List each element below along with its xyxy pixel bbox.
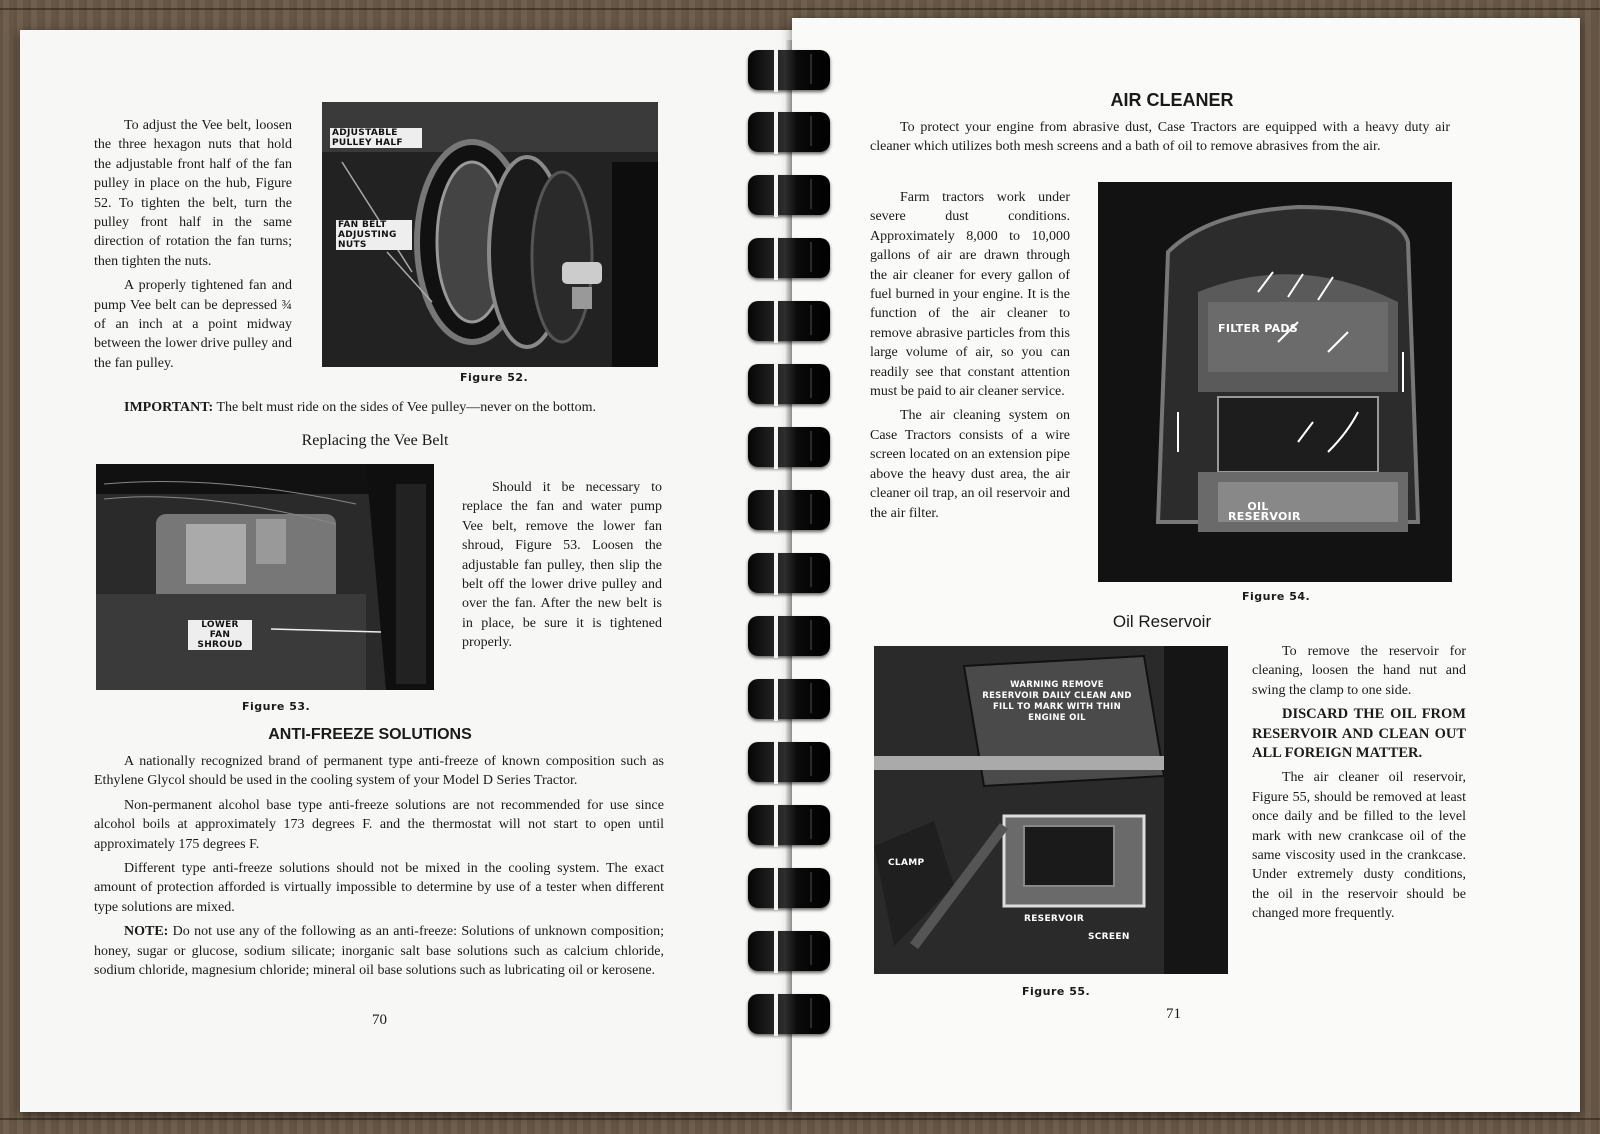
antifreeze-heading: ANTI-FREEZE SOLUTIONS: [268, 726, 472, 743]
figure-53-caption: Figure 53.: [242, 700, 311, 713]
figure-54-caption: Figure 54.: [1242, 590, 1311, 603]
binding-coil: [748, 364, 830, 404]
antifreeze-text: [94, 752, 664, 985]
figure-52-label-nuts: FAN BELT ADJUSTING NUTS: [336, 220, 412, 250]
binding-coil: [748, 931, 830, 971]
air-cleaner-text: [870, 188, 1070, 528]
binding-coil: [748, 50, 830, 90]
figure-54-photo: [1098, 182, 1452, 582]
paragraph: The air cleaner oil reservoir, Figure 55, should be removed at least once daily and be filled to the level mark with new crankcase oil of the same viscosity used in the crankcase. Under extremely dusty conditions, the oil in the reservoir should be changed more frequently.: [1252, 770, 1466, 922]
important-text: [94, 398, 664, 417]
important-body: The belt must ride on the sides of Vee pulley—never on the bottom.: [216, 400, 597, 415]
binding-coil: [748, 805, 830, 845]
binding-coil: [748, 112, 830, 152]
note-body: Do not use any of the following as an anti-freeze: Solutions of unknown composition; honey, sugar or glucose, sodium silicate; inorganic salt base solutions such as calcium chloride, sodium chloride, magnesium chloride; mineral oil base solutions such as lubricating oil or kerosene.: [94, 924, 664, 979]
figure-55-label-reservoir: RESERVOIR: [1024, 914, 1085, 924]
paragraph: Should it be necessary to replace the fan and water pump Vee belt, remove the lower fan shroud, Figure 53. Loosen the adjustable fan pulley, then slip the belt off the lower drive pulley and over the fan. After the new belt is in place, be sure it is tightened properly.: [462, 480, 662, 651]
paragraph: Farm tractors work under severe dust conditions. Approximately 8,000 to 10,000 gallons of air are drawn through the air cleaner for every gallon of fuel burned in your engine. It is the function of the air cleaner to remove abrasive particles from this large volume of air, so you can readily see that constant attention must be paid to air cleaner service.: [870, 190, 1070, 400]
paragraph: The air cleaning system on Case Tractors consists of a wire screen located on an extension pipe above the heavy dust area, the air cleaner oil trap, an oil reservoir and the air filter.: [870, 408, 1070, 521]
binding-coil: [748, 679, 830, 719]
right-page: [792, 18, 1580, 1112]
replacing-heading: Replacing the Vee Belt: [301, 432, 449, 449]
paragraph: To adjust the Vee belt, loosen the three hexagon nuts that hold the adjustable front half of the fan pulley in place on the hub, Figure 52. To tighten the belt, turn the pulley front half in the same direction of rotation the fan turns; then tighten the nuts.: [94, 118, 292, 269]
page-number-right: 71: [1166, 1006, 1181, 1022]
binding-coil: [748, 742, 830, 782]
discard-warning: DISCARD THE OIL FROM RESERVOIR AND CLEAN OUT ALL FOREIGN MATTER.: [1252, 706, 1466, 762]
binding-coil: [748, 238, 830, 278]
page-number-left: 70: [372, 1012, 387, 1028]
paragraph: A properly tightened fan and pump Vee belt can be depressed ¾ of an inch at a point midway between the lower drive pulley and the fan pulley.: [94, 278, 292, 371]
note-label: NOTE:: [124, 924, 169, 940]
important-label: IMPORTANT:: [124, 400, 214, 415]
binding-coil: [748, 175, 830, 215]
oil-reservoir-heading: Oil Reservoir: [1112, 612, 1212, 631]
paragraph: Different type anti-freeze solutions should not be mixed in the cooling system. The exact amount of protection afforded is virtually impossible to determine by use of a tester when different type solutions are mixed.: [94, 861, 664, 915]
paragraph: Non-permanent alcohol base type anti-freeze solutions are not recommended for use since alcohol boils at approximately 173 degrees F. and the thermostat will not start to open until approximately 175 degrees F.: [94, 797, 664, 852]
figure-55-photo: [874, 646, 1228, 974]
replacing-text: [462, 478, 662, 658]
air-cleaner-heading: AIR CLEANER: [1110, 90, 1234, 110]
paragraph: To protect your engine from abrasive dust, Case Tractors are equipped with a heavy duty air cleaner which utilizes both mesh screens and a bath of oil to remove abrasives from the air.: [870, 120, 1450, 155]
figure-53-photo: [96, 464, 434, 690]
figure-52-photo: [322, 102, 658, 367]
binding-coil: [748, 490, 830, 530]
figure-55-label-warning: WARNING REMOVE RESERVOIR DAILY CLEAN AND FILL TO MARK WITH THIN ENGINE OIL: [982, 680, 1132, 723]
air-cleaner-intro: [870, 118, 1450, 162]
oil-reservoir-text: [1252, 642, 1466, 929]
binding-coil: [748, 994, 830, 1034]
binding-coil: [748, 868, 830, 908]
figure-52-caption: Figure 52.: [460, 371, 529, 384]
paragraph: To remove the reservoir for cleaning, loosen the hand nut and swing the clamp to one side.: [1252, 644, 1466, 698]
vee-belt-adjust-text: [94, 116, 292, 378]
figure-55-caption: Figure 55.: [1022, 985, 1091, 998]
figure-55-label-clamp: CLAMP: [888, 858, 925, 868]
binding-coil: [748, 553, 830, 593]
left-page: [20, 30, 792, 1112]
paragraph: A nationally recognized brand of permanent type anti-freeze of known composition such as Ethylene Glycol should be used in the cooling system of your Model D Series Tractor.: [94, 754, 664, 789]
figure-54-label-filter: FILTER PADS: [1218, 322, 1299, 335]
binding-coil: [748, 301, 830, 341]
binding-coil: [748, 427, 830, 467]
figure-52-label-pulley: ADJUSTABLE PULLEY HALF: [330, 128, 422, 148]
binding-coil: [748, 616, 830, 656]
paragraph: [94, 922, 664, 980]
figure-53-label-shroud: LOWER FAN SHROUD: [188, 620, 252, 650]
figure-55-label-screen: SCREEN: [1088, 932, 1130, 942]
figure-54-label-oil: OIL RESERVOIR: [1228, 500, 1301, 523]
